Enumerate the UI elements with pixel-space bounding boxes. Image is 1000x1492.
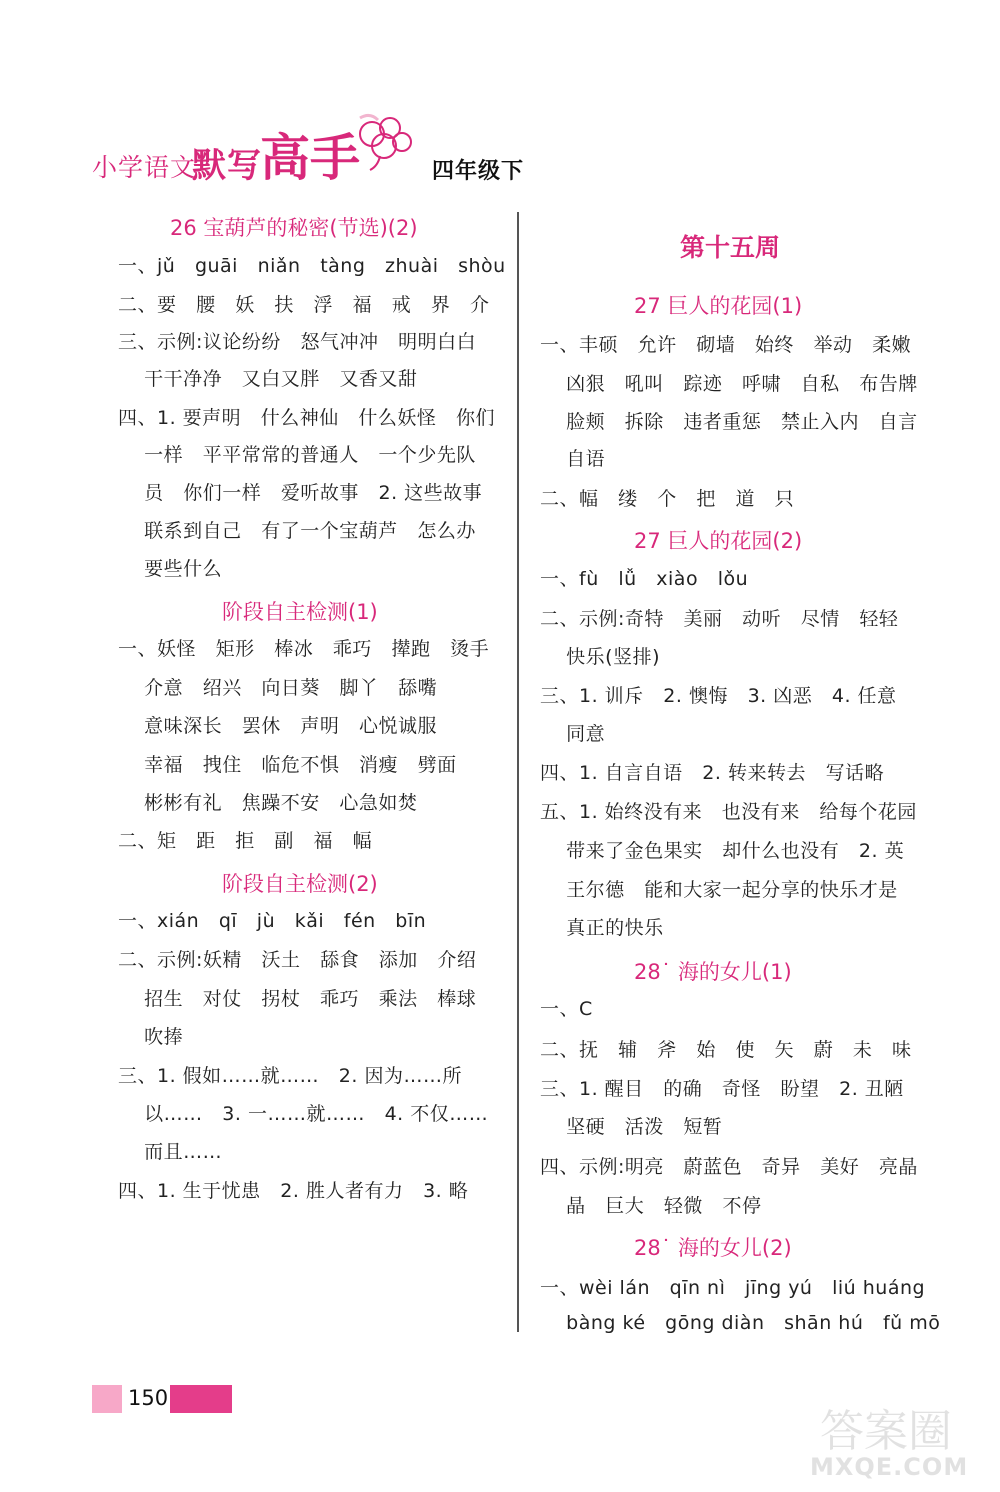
answer-line: 要些什么	[118, 558, 223, 580]
page-number: 150	[128, 1386, 169, 1410]
answer-line: 五、1. 始终没有来 也没有来 给每个花园	[540, 801, 917, 823]
answer-line: 三、1. 假如……就…… 2. 因为……所	[118, 1065, 462, 1087]
section-title: 阶段自主检测(2)	[222, 872, 378, 896]
page-header	[92, 108, 552, 188]
answer-line: 员 你们一样 爱听故事 2. 这些故事	[118, 482, 483, 504]
answer-line: 幸福 拽住 临危不惧 消瘦 劈面	[118, 754, 457, 776]
answer-line: 干干净净 又白又胖 又香又甜	[118, 368, 418, 390]
header-mid: 默写	[192, 146, 262, 186]
section-title: 27 巨人的花园(1)	[634, 294, 803, 318]
header-big: 高手	[260, 129, 360, 187]
answer-line: 真正的快乐	[540, 917, 664, 939]
answer-line: 一、妖怪 矩形 棒冰 乖巧 撵跑 烫手	[118, 638, 490, 660]
answer-line: 介意 绍兴 向日葵 脚丫 舔嘴	[118, 677, 438, 699]
answer-line: 坚硬 活泼 短暂	[540, 1116, 723, 1138]
answer-line: 晶 巨大 轻微 不停	[540, 1195, 762, 1217]
answer-line: 四、1. 生于忧患 2. 胜人者有力 3. 略	[118, 1180, 469, 1202]
answer-line: 凶狠 吼叫 踪迹 呼啸 自私 布告牌	[540, 373, 918, 395]
section-title: 27 巨人的花园(2)	[634, 529, 803, 553]
answer-line: 联系到自己 有了一个宝葫芦 怎么办	[118, 520, 476, 542]
answer-line: 二、矩 距 拒 副 福 幅	[118, 830, 373, 852]
answer-line: 二、示例:奇特 美丽 动听 尽情 轻轻	[540, 608, 899, 630]
answer-line: 以…… 3. 一……就…… 4. 不仅……	[118, 1103, 489, 1125]
answer-line: 二、示例:妖精 沃土 舔食 添加 介绍	[118, 949, 477, 971]
answer-line: 意味深长 罢休 声明 心悦诚服	[118, 715, 438, 737]
answer-line: 一样 平平常常的普通人 一个少先队	[118, 444, 476, 466]
footer-decoration-right	[170, 1385, 232, 1413]
answer-line: 一、C	[540, 998, 593, 1020]
footer-decoration-left	[92, 1385, 122, 1413]
section-title: 28˙ 海的女儿(1)	[634, 960, 792, 984]
header-grade: 四年级下	[432, 159, 525, 184]
answer-line: 快乐(竖排)	[540, 646, 660, 668]
watermark-text: MXQE.COM	[810, 1453, 969, 1481]
answer-line: 王尔德 能和大家一起分享的快乐才是	[540, 879, 898, 901]
answer-line: 脸颊 拆除 违者重惩 禁止入内 自言	[540, 411, 918, 433]
answer-line: 带来了金色果实 却什么也没有 2. 英	[540, 840, 905, 862]
answer-line: 同意	[540, 723, 606, 745]
answer-line: 一、fù lǚ xiào lǒu	[540, 568, 749, 590]
answer-line: 四、1. 自言自语 2. 转来转去 写话略	[540, 762, 885, 784]
answer-line: 二、要 腰 妖 扶 浮 福 戒 界 介	[118, 294, 490, 316]
week-title: 第十五周	[680, 233, 781, 262]
answer-line: 自语	[540, 448, 606, 470]
section-title: 26 宝葫芦的秘密(节选)(2)	[170, 216, 418, 240]
section-title: 28˙ 海的女儿(2)	[634, 1236, 792, 1260]
answer-line: 而且……	[118, 1141, 223, 1163]
answer-line: 彬彬有礼 焦躁不安 心急如焚	[118, 792, 418, 814]
answer-line: 一、xián qī jù kǎi fén bīn	[118, 910, 427, 932]
flower-logo-icon	[350, 108, 420, 172]
answer-line: 吹捧	[118, 1026, 184, 1048]
answer-line: 三、示例:议论纷纷 怒气冲冲 明明白白	[118, 331, 477, 353]
column-divider	[517, 212, 519, 1332]
answer-line: 四、1. 要声明 什么神仙 什么妖怪 你们	[118, 407, 496, 429]
answer-line: 招生 对仗 拐杖 乖巧 乘法 棒球	[118, 988, 477, 1010]
header-subject: 小学语文	[92, 153, 197, 182]
answer-line: 四、示例:明亮 蔚蓝色 奇异 美好 亮晶	[540, 1156, 918, 1178]
answer-line: 二、抚 辅 斧 始 使 矢 蔚 未 味	[540, 1039, 912, 1061]
answer-line: 二、幅 缕 个 把 道 只	[540, 488, 795, 510]
answer-line: bàng ké gōng diàn shān hú fǔ mō	[540, 1312, 941, 1334]
section-title: 阶段自主检测(1)	[222, 600, 378, 624]
answer-line: 一、jǔ guāi niǎn tàng zhuài shòu	[118, 255, 506, 277]
watermark-glyph: 答案圈	[820, 1406, 952, 1457]
answer-line: 三、1. 训斥 2. 懊悔 3. 凶恶 4. 任意	[540, 685, 897, 707]
watermark	[810, 1395, 980, 1485]
answer-line: 一、wèi lán qīn nì jīng yú liú huáng	[540, 1277, 926, 1299]
answer-line: 一、丰硕 允许 砌墙 始终 举动 柔嫩	[540, 334, 912, 356]
answer-line: 三、1. 醒目 的确 奇怪 盼望 2. 丑陋	[540, 1078, 904, 1100]
